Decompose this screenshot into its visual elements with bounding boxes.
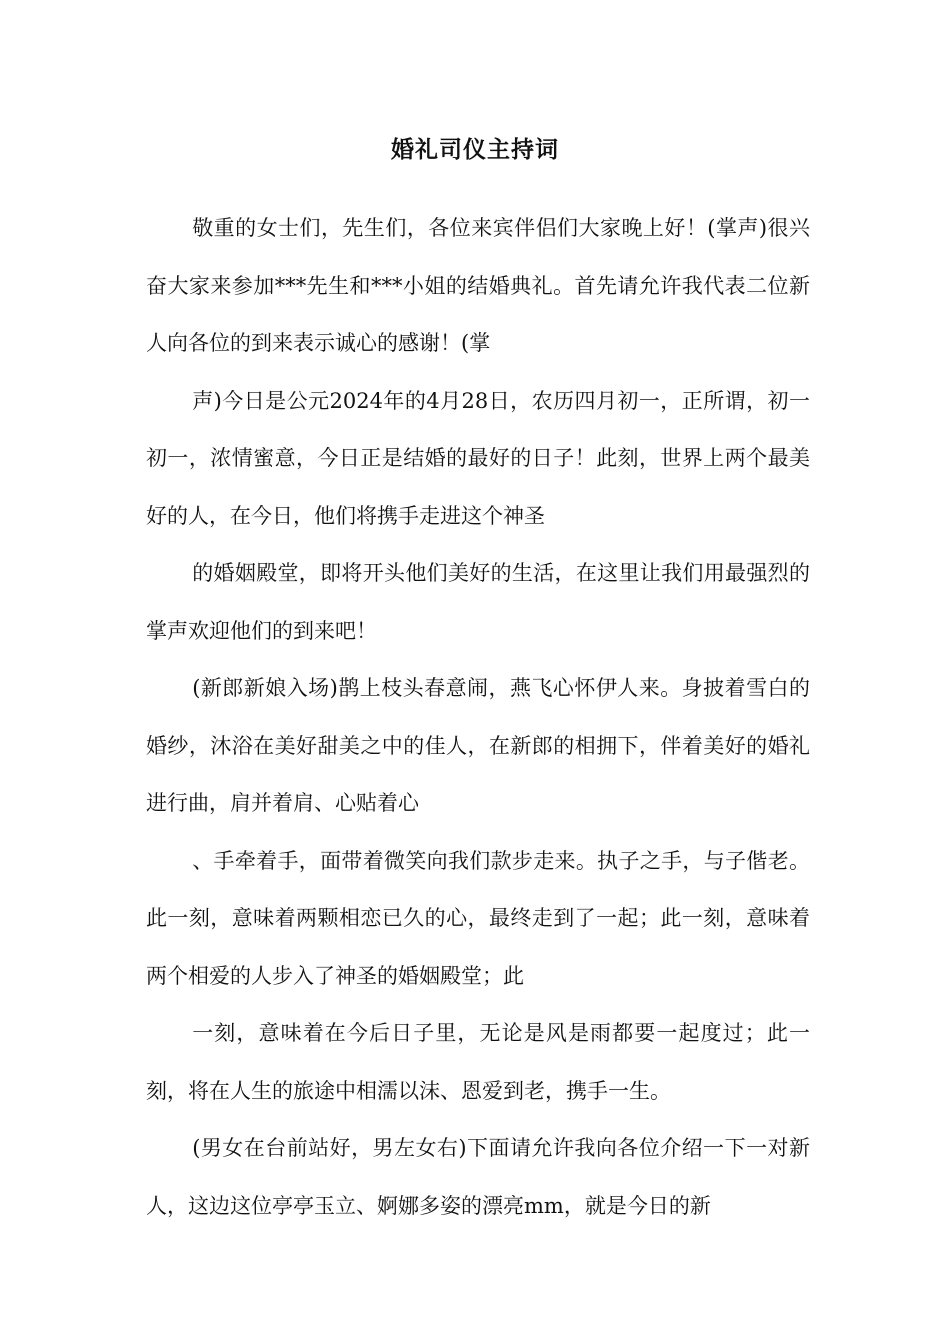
- paragraph: 声)今日是公元2024年的4月28日，农历四月初一，正所谓，初一初一，浓情蜜意，今日正是结婚的最好的日子！此刻，世界上两个最美好的人，在今日，他们将携手走进这个神圣: [146, 388, 810, 528]
- paragraph: (男女在台前站好，男左女右)下面请允许我向各位介绍一下一对新人，这边这位亭亭玉立、婀娜多姿的漂亮mm，就是今日的新: [146, 1136, 810, 1218]
- paragraph: 的婚姻殿堂，即将开头他们美好的生活，在这里让我们用最强烈的掌声欢迎他们的到来吧！: [146, 561, 810, 643]
- paragraph: 敬重的女士们，先生们，各位来宾伴侣们大家晚上好！(掌声)很兴奋大家来参加***先生和***小姐的结婚典礼。首先请允许我代表二位新人向各位的到来表示诚心的感谢！(掌: [146, 216, 810, 355]
- paragraph: 、手牵着手，面带着微笑向我们款步走来。执子之手，与子偕老。此一刻，意味着两颗相恋已久的心，最终走到了一起；此一刻，意味着两个相爱的人步入了神圣的婚姻殿堂；此: [146, 848, 810, 988]
- paragraph: 一刻，意味着在今后日子里，无论是风是雨都要一起度过；此一刻，将在人生的旅途中相濡以沫、恩爱到老，携手一生。: [146, 1021, 810, 1103]
- document-body: [146, 200, 810, 1235]
- document-title: 婚礼司仪主持词: [391, 136, 559, 163]
- paragraph: (新郎新娘入场)鹊上枝头春意闹，燕飞心怀伊人来。身披着雪白的婚纱，沐浴在美好甜美之中的佳人，在新郎的相拥下，伴着美好的婚礼进行曲，肩并着肩、心贴着心: [146, 676, 810, 815]
